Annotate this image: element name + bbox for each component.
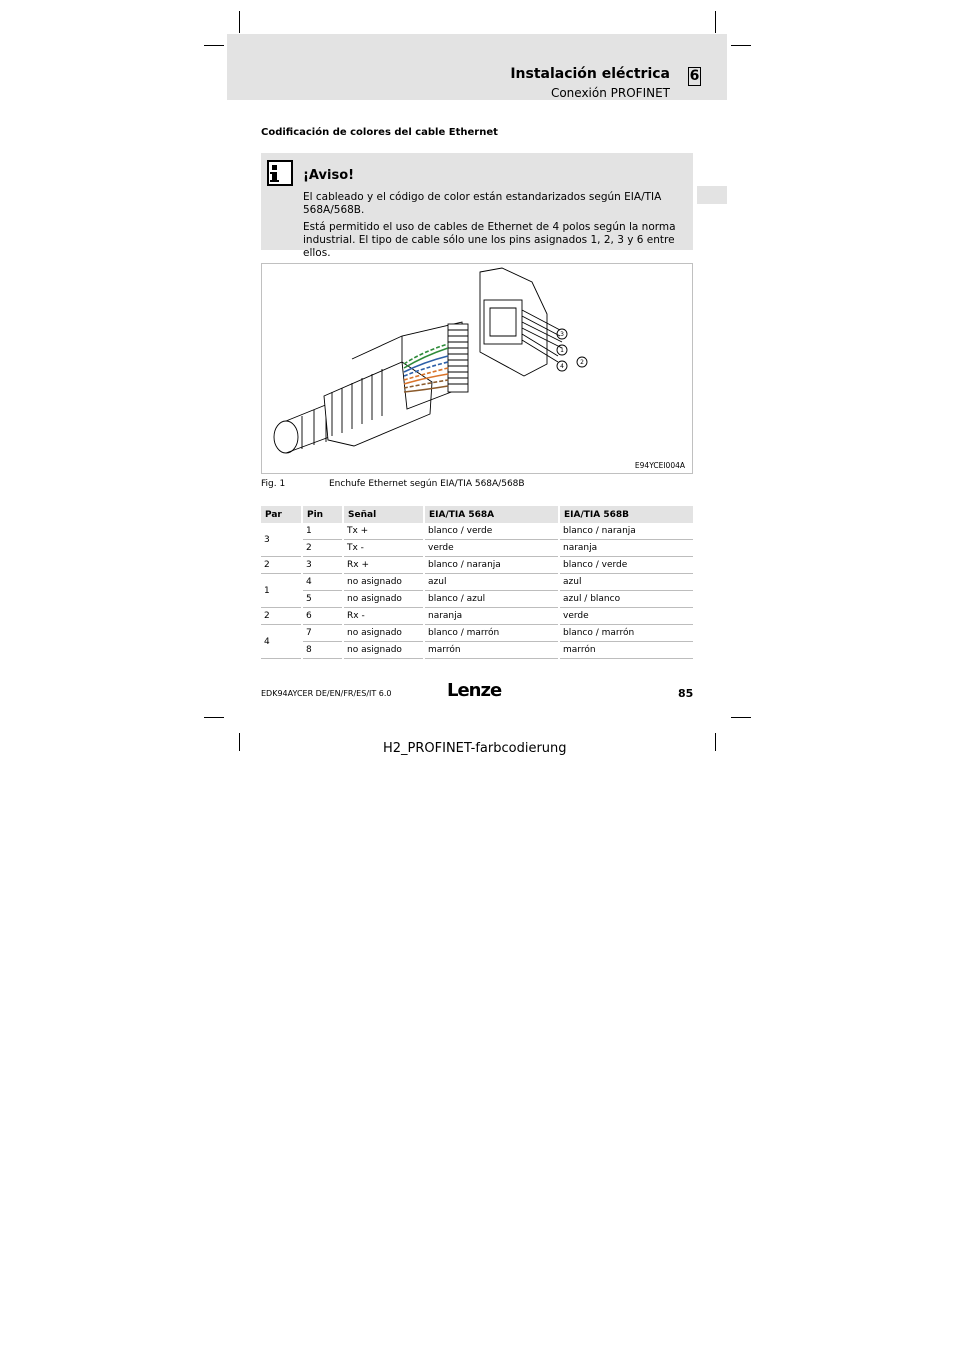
table-row — [261, 625, 694, 642]
pair-cell: 1 — [261, 574, 302, 608]
callout-label: 2 — [580, 359, 584, 366]
table-cell: marrón — [424, 642, 559, 659]
table-cell: 4 — [302, 574, 343, 591]
side-tab — [697, 186, 727, 204]
table-cell: 8 — [302, 642, 343, 659]
figure-caption: Enchufe Ethernet según EIA/TIA 568A/568B — [329, 479, 525, 489]
table-cell: 1 — [302, 523, 343, 540]
table-cell: 7 — [302, 625, 343, 642]
table-cell: 3 — [302, 557, 343, 574]
callout-label: 3 — [560, 331, 564, 338]
figure-code: E94YCEI004A — [634, 461, 685, 470]
column-header: Par — [261, 506, 302, 523]
table-cell: blanco / marrón — [559, 625, 694, 642]
crop-mark — [731, 45, 751, 46]
table-header-row — [261, 506, 694, 523]
table-row — [261, 574, 694, 591]
table-cell: blanco / marrón — [424, 625, 559, 642]
table-cell: azul / blanco — [559, 591, 694, 608]
table-cell: azul — [559, 574, 694, 591]
crop-mark — [731, 717, 751, 718]
crop-mark — [204, 45, 224, 46]
chapter-title: Instalación eléctrica — [510, 66, 670, 82]
table-cell: no asignado — [343, 591, 424, 608]
chapter-subtitle: Conexión PROFINET — [550, 86, 670, 100]
table-cell: blanco / azul — [424, 591, 559, 608]
table-cell: blanco / naranja — [424, 557, 559, 574]
table-cell: Tx + — [343, 523, 424, 540]
pair-cell: 2 — [261, 608, 302, 625]
table-cell: blanco / verde — [424, 523, 559, 540]
chapter-number: 6 — [689, 68, 700, 84]
table-cell: no asignado — [343, 642, 424, 659]
table-cell: 5 — [302, 591, 343, 608]
figure-label: Fig. 1 — [261, 479, 286, 489]
table-cell: no asignado — [343, 574, 424, 591]
table-cell: verde — [559, 608, 694, 625]
column-header: EIA/TIA 568B — [559, 506, 694, 523]
notice-box — [261, 153, 693, 259]
header-band — [227, 34, 727, 100]
table-row — [261, 608, 694, 625]
column-header: EIA/TIA 568A — [424, 506, 559, 523]
callout-label: 4 — [560, 363, 564, 370]
table-cell: 2 — [302, 540, 343, 557]
crop-mark — [715, 733, 716, 751]
notice-paragraph-1: El cableado y el código de color están estandarizados según EIA/TIA 568A/568B. — [303, 191, 662, 216]
table-row — [261, 557, 694, 574]
table-cell: blanco / verde — [559, 557, 694, 574]
notice-title: ¡Aviso! — [303, 168, 355, 183]
crop-mark — [715, 11, 716, 33]
table-cell: Rx - — [343, 608, 424, 625]
notice-paragraph-2: Está permitido el uso de cables de Ethernet de 4 polos según la norma industrial. El tipo de cable sólo une los pins asignados 1, 2, 3 y 6 entre ellos. — [303, 221, 676, 259]
ethernet-plug-diagram — [262, 264, 692, 473]
table-cell: marrón — [559, 642, 694, 659]
pin-assignment-table — [261, 506, 695, 659]
table-cell: Rx + — [343, 557, 424, 574]
page-number: 85 — [678, 687, 694, 700]
table-cell: blanco / naranja — [559, 523, 694, 540]
info-icon — [267, 160, 293, 186]
table-row — [261, 642, 694, 659]
crop-mark — [204, 717, 224, 718]
image-caption: H2_PROFINET-farbcodierung — [383, 741, 567, 756]
table-row — [261, 591, 694, 608]
pair-cell: 3 — [261, 523, 302, 557]
crop-mark — [239, 11, 240, 33]
figure-box — [261, 263, 693, 474]
column-header: Pin — [302, 506, 343, 523]
callout-label: 1 — [560, 347, 564, 354]
section-heading: Codificación de colores del cable Ethernet — [261, 127, 498, 138]
column-header: Señal — [343, 506, 424, 523]
table-cell: verde — [424, 540, 559, 557]
table-cell: 6 — [302, 608, 343, 625]
table-cell: Tx - — [343, 540, 424, 557]
lenze-logo: Lenze — [447, 680, 502, 701]
table-cell: no asignado — [343, 625, 424, 642]
table-cell: naranja — [559, 540, 694, 557]
table-cell: azul — [424, 574, 559, 591]
pair-cell: 2 — [261, 557, 302, 574]
table-row — [261, 540, 694, 557]
table-cell: naranja — [424, 608, 559, 625]
pair-cell: 4 — [261, 625, 302, 659]
table-row — [261, 523, 694, 540]
crop-mark — [239, 733, 240, 751]
document-id: EDK94AYCER DE/EN/FR/ES/IT 6.0 — [261, 689, 392, 698]
